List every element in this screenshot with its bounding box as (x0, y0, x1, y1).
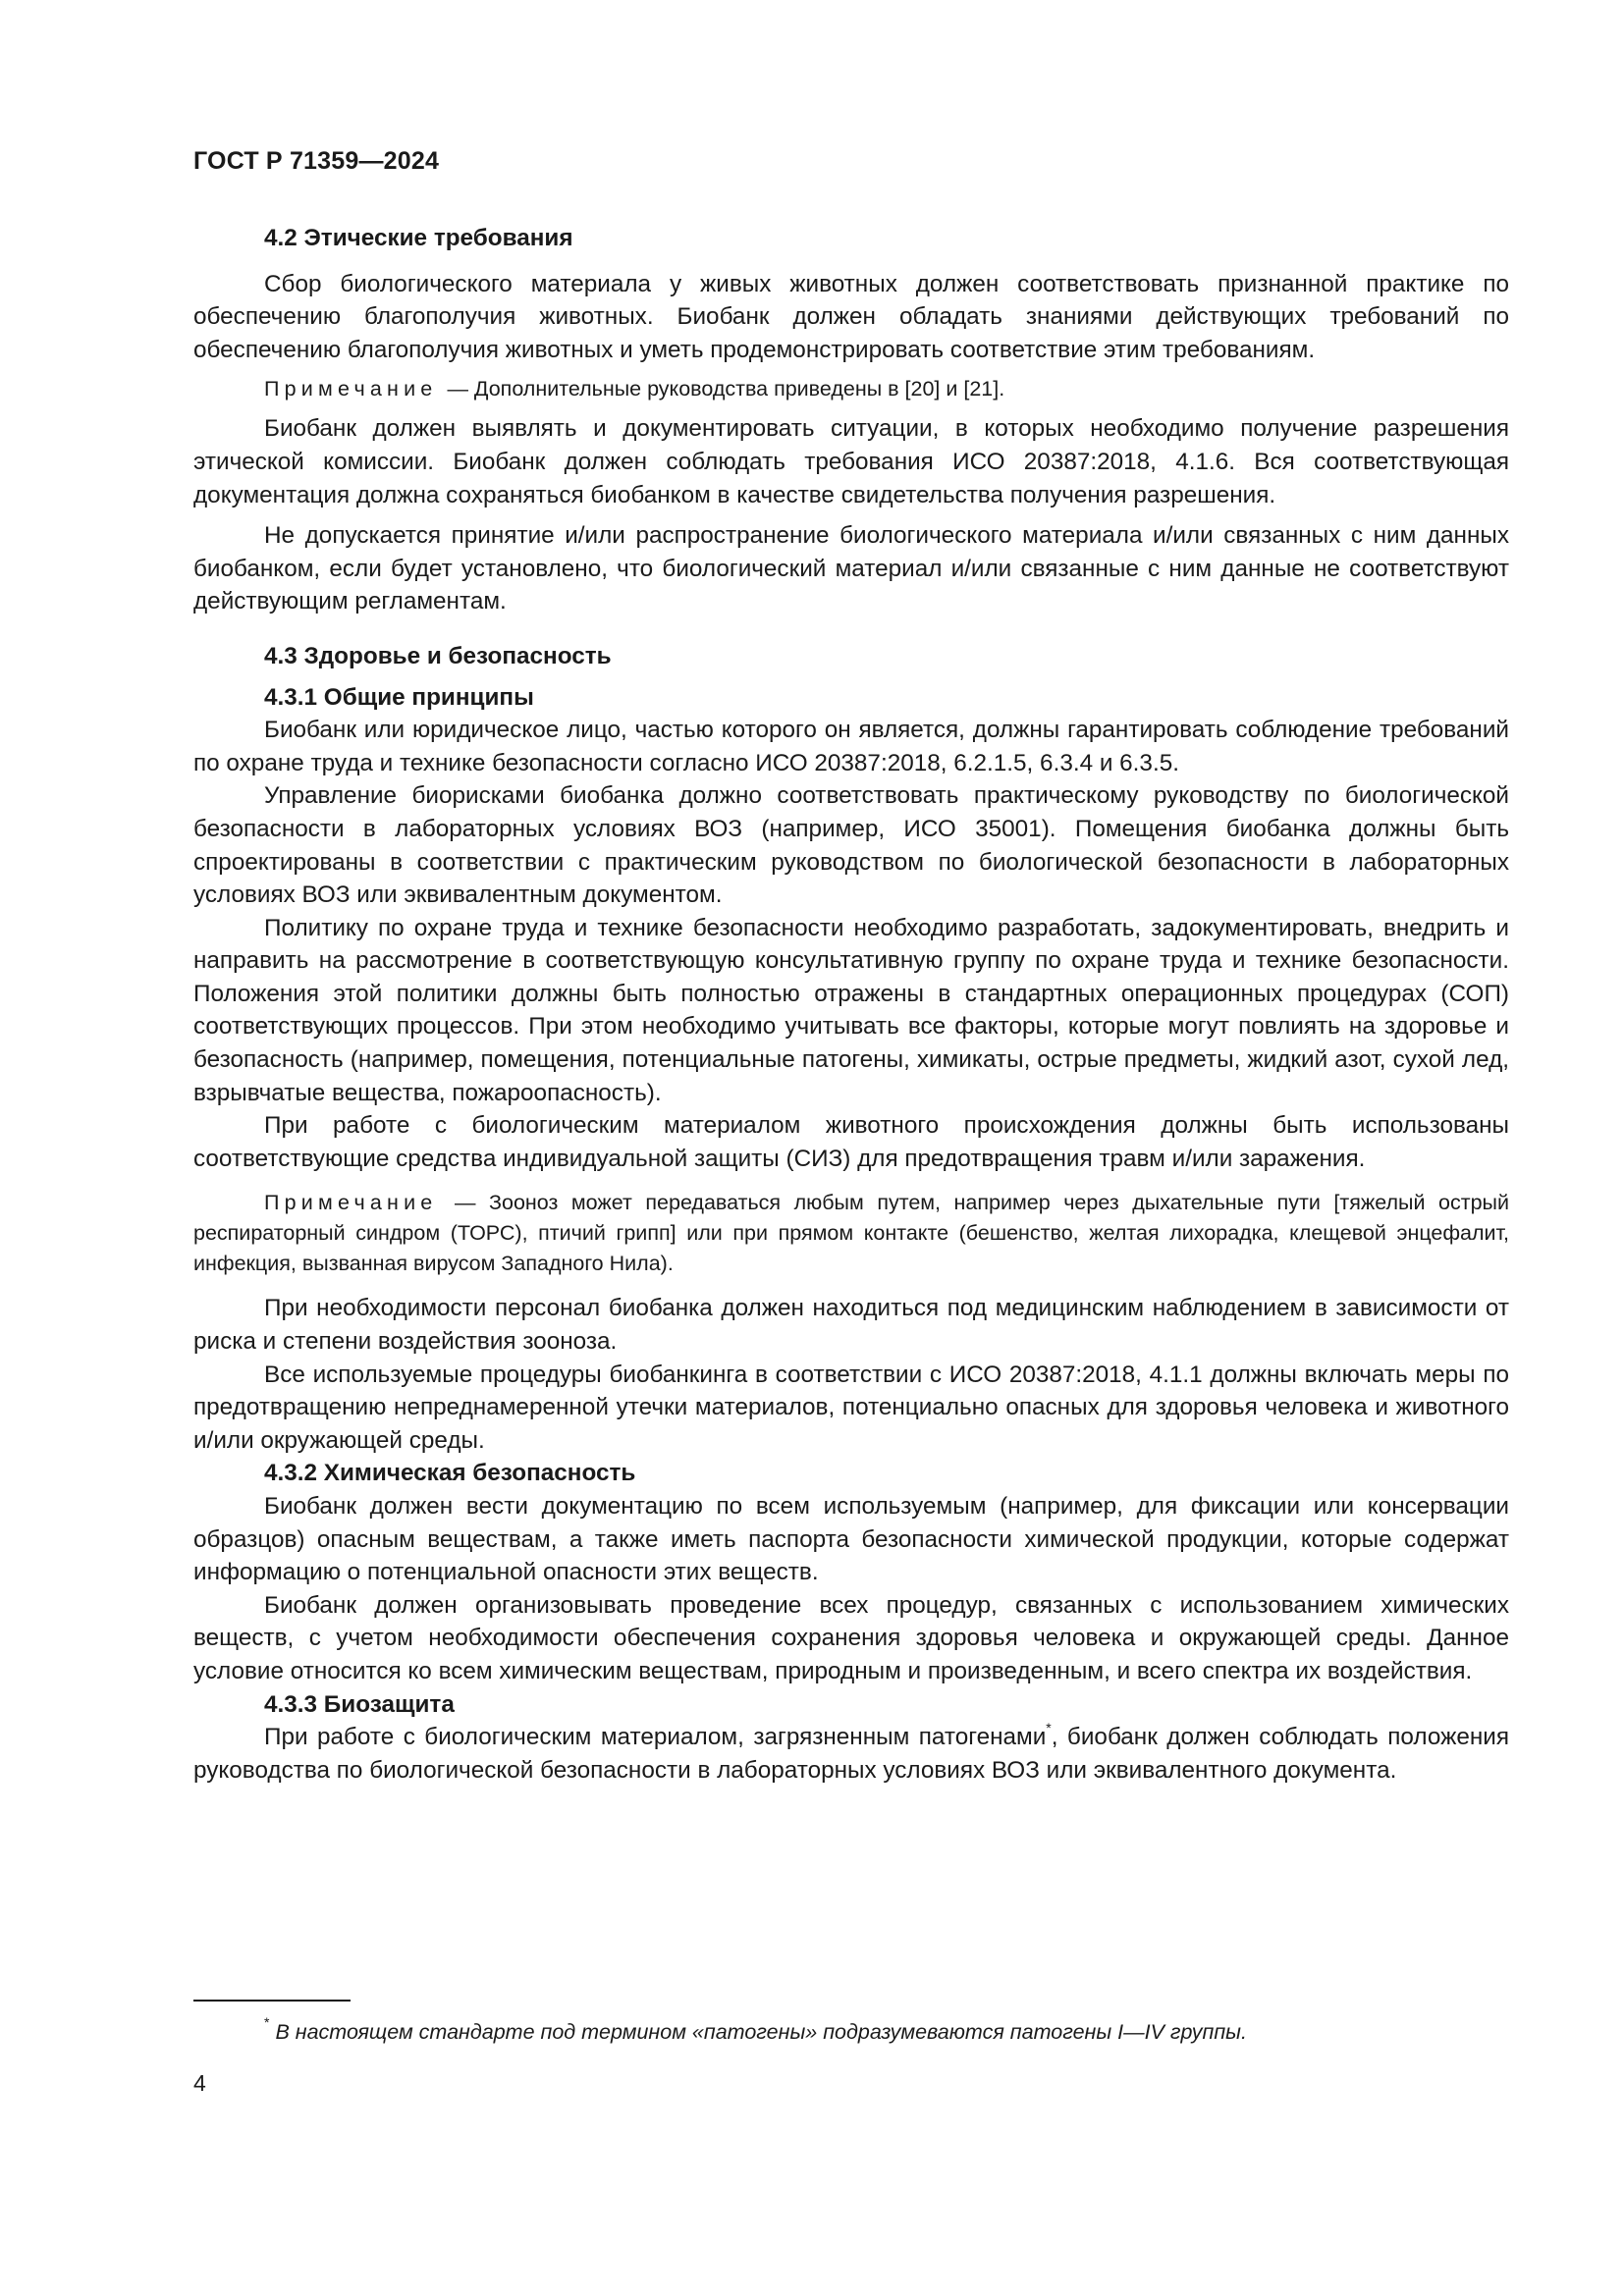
note (193, 1188, 1509, 1279)
paragraph: При необходимости персонал биобанка должен находиться под медицинским наблюдением в зависимости от риска и степени воздействия зооноза. (193, 1295, 1509, 1356)
page-number: 4 (193, 2070, 206, 2096)
paragraph-text: , биобанк должен соблюдать положения руководства по биологической безопасности в лабораторных условиях ВОЗ или эквивалентного документа. (193, 1724, 1509, 1784)
paragraph: Все используемые процедуры биобанкинга в соответствии с ИСО 20387:2018, 4.1.1 должны включать меры по предотвращению непреднамеренной утечки материалов, потенциально опасных для здоровья человека и животного и/или окружающей среды. (193, 1361, 1509, 1454)
footnote-reference: * (1046, 1720, 1052, 1736)
note-text: — Дополнительные руководства приведены в [20] и [21]. (447, 377, 1005, 401)
note-label: Примечание (264, 1191, 438, 1215)
paragraph: Биобанк или юридическое лицо, частью которого он является, должны гарантировать соблюдение требований по охране труда и технике безопасности согласно ИСО 20387:2018, 6.2.1.5, 6.3.4 и 6.3.5. (193, 717, 1509, 776)
paragraph: Биобанк должен выявлять и документировать ситуации, в которых необходимо получение разрешения этической комиссии. Биобанк должен соблюдать требования ИСО 20387:2018, 4.1.6. Вся соответствующая документация должна сохраняться биобанком в качестве свидетельства получения разрешения. (193, 415, 1509, 508)
page-content (193, 222, 1509, 1787)
standard-designation: ГОСТ Р 71359—2024 (193, 147, 440, 175)
paragraph: Биобанк должен организовывать проведение всех процедур, связанных с использованием химических веществ, с учетом необходимости обеспечения сохранения здоровья человека и окружающей среды. Данное условие относится ко всем химическим веществам, природным и произведенным, и всего спектра их воздействия. (193, 1591, 1509, 1684)
section-4-3-2-heading: 4.3.2 Химическая безопасность (264, 1460, 636, 1487)
paragraph (193, 1721, 1509, 1787)
paragraph: Биобанк должен вести документацию по всем используемым (например, для фиксации или консервации образцов) опасным веществам, а также иметь паспорта безопасности химической продукции, которые содержат информацию о потенциальной опасности этих веществ. (193, 1493, 1509, 1586)
section-4-3-3-heading: 4.3.3 Биозащита (264, 1690, 455, 1718)
paragraph: Сбор биологического материала у живых животных должен соответствовать признанной практике по обеспечению благополучия животных. Биобанк должен обладать знаниями действующих требований по обеспечению благополучия животных и уметь продемонстрировать соответствие этим требованиям. (193, 270, 1509, 363)
note-label: Примечание (264, 377, 438, 401)
note (193, 374, 1509, 404)
paragraph: При работе с биологическим материалом животного происхождения должны быть использованы соответствующие средства индивидуальной защиты (СИЗ) для предотвращения травм и/или заражения. (193, 1112, 1509, 1172)
paragraph: Не допускается принятие и/или распространение биологического материала и/или связанных с ним данных биобанком, если будет установлено, что биологический материал и/или связанные с ним данные не соответствуют действующим регламентам. (193, 522, 1509, 615)
section-4-3-1-heading: 4.3.1 Общие принципы (264, 683, 534, 711)
paragraph-text: При работе с биологическим материалом, загрязненным патогенами (264, 1724, 1047, 1751)
footnote-separator (193, 2000, 351, 2002)
section-4-3-heading: 4.3 Здоровье и безопасность (264, 642, 612, 669)
section-4-2-heading: 4.2 Этические требования (264, 225, 573, 251)
footnote (264, 2014, 1247, 2047)
paragraph: Политику по охране труда и технике безопасности необходимо разработать, задокументировать, внедрить и направить на рассмотрение в соответствующую консультативную группу по охране труда и технике безопасности. Положения этой политики должны быть полностью отражены в стандартных операционных процедурах (СОП) соответствующих процессов. При этом необходимо учитывать все факторы, которые могут повлиять на здоровье и безопасность (например, помещения, потенциальные патогены, химикаты, острые предметы, жидкий азот, сухой лед, взрывчатые вещества, пожароопасность). (193, 914, 1509, 1106)
note-text: — Зооноз может передаваться любым путем, например через дыхательные пути [тяжелый острый респираторный синдром (ТОРС), птичий грипп] или при прямом контакте (бешенство, желтая лихорадка, клещевой энцефалит, инфекция, вызванная вирусом Западного Нила). (193, 1191, 1509, 1276)
footnote-mark: * (264, 2014, 270, 2030)
paragraph: Управление биорисками биобанка должно соответствовать практическому руководству по биологической безопасности в лабораторных условиях ВОЗ (например, ИСО 35001). Помещения биобанка должны быть спроектированы в соответствии с практическим руководством по биологической безопасности в лабораторных условиях ВОЗ или эквивалентным документом. (193, 782, 1509, 909)
footnote-text: В настоящем стандарте под термином «патогены» подразумеваются патогены I—IV группы. (275, 2020, 1247, 2044)
